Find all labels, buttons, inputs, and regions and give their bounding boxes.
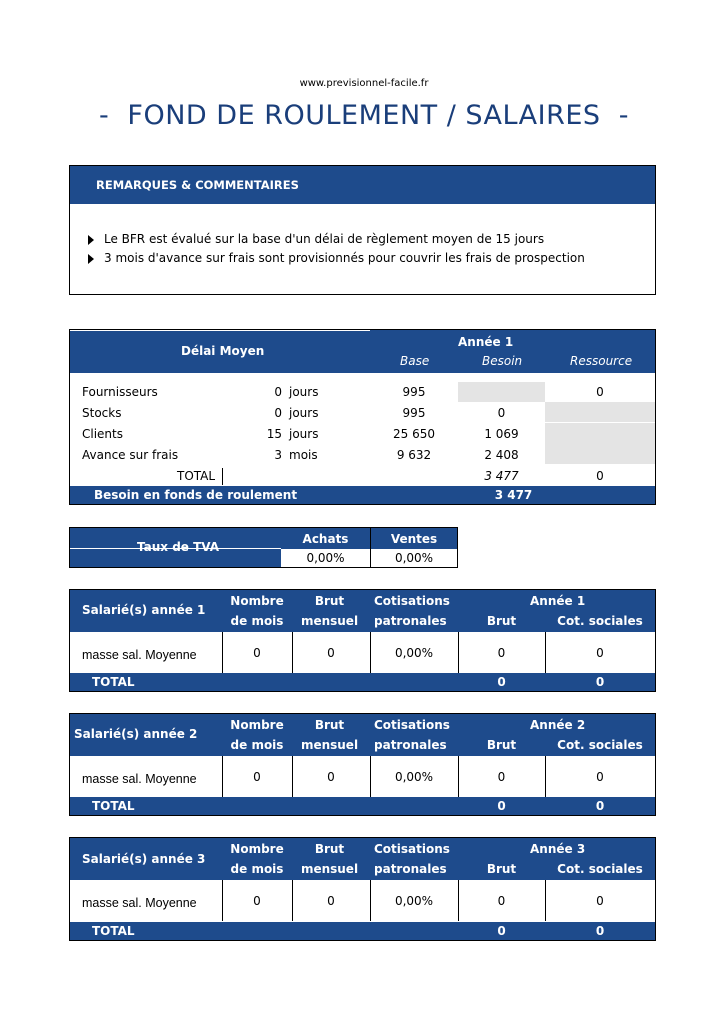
col-cot-sociales: Cot. sociales xyxy=(557,862,643,876)
total-divider xyxy=(222,468,223,485)
col-nombre: Nombre xyxy=(230,842,284,856)
bfr-label: Besoin en fonds de roulement xyxy=(94,488,298,502)
tva-table xyxy=(69,527,458,568)
brut-value: 0 xyxy=(327,894,335,908)
col-base: Base xyxy=(400,354,430,368)
row-label: masse sal. Moyenne xyxy=(82,648,197,662)
year-label: Année 1 xyxy=(530,594,586,608)
brut-value: 0 xyxy=(327,770,335,784)
delai-moyen-label: Délai Moyen xyxy=(181,344,265,358)
total-label: TOTAL xyxy=(177,469,216,483)
bfr-header xyxy=(70,330,655,373)
row-label: masse sal. Moyenne xyxy=(82,772,197,786)
table-row xyxy=(70,385,655,405)
row-base: 9 632 xyxy=(396,448,432,462)
total-besoin: 3 477 xyxy=(484,469,519,483)
salary-label: Salarié(s) année 1 xyxy=(82,603,206,617)
col-mensuel: mensuel xyxy=(300,862,359,876)
cot-value: 0 xyxy=(596,646,604,660)
total-row xyxy=(70,797,655,815)
col-brut-annee: Brut xyxy=(486,614,517,628)
website-url: www.previsionnel-facile.fr xyxy=(299,78,429,89)
total-label: TOTAL xyxy=(92,675,135,689)
row-ressource: 0 xyxy=(596,385,604,399)
total-row xyxy=(70,922,655,940)
row-label: masse sal. Moyenne xyxy=(82,896,197,910)
tva-label: Taux de TVA xyxy=(137,540,220,554)
year-label: Année 3 xyxy=(530,842,586,856)
cotisations-value: 0,00% xyxy=(394,646,434,660)
cot-value: 0 xyxy=(596,770,604,784)
row-delai: 0 xyxy=(274,385,282,399)
bfr-footer xyxy=(70,486,655,504)
total-label: TOTAL xyxy=(92,924,135,938)
col-de-mois: de mois xyxy=(230,614,284,628)
total-row xyxy=(70,468,655,487)
row-label: Avance sur frais xyxy=(82,448,179,462)
total-cot: 0 xyxy=(595,675,605,689)
remark-item: 3 mois d'avance sur frais sont provisionnés pour couvrir les frais de prospection xyxy=(88,249,585,268)
col-cotisations: Cotisations xyxy=(374,594,450,608)
ventes-label: Ventes xyxy=(390,532,438,546)
col-brut: Brut xyxy=(314,718,345,732)
nombre-value: 0 xyxy=(253,646,261,660)
bullet-arrow-icon xyxy=(88,254,94,264)
brut-value: 0 xyxy=(327,646,335,660)
page-title: - FOND DE ROULEMENT / SALAIRES - xyxy=(99,100,629,131)
year-label: Année 2 xyxy=(530,718,586,732)
col-ressource: Ressource xyxy=(570,354,633,368)
salary-label: Salarié(s) année 3 xyxy=(82,852,206,866)
col-mensuel: mensuel xyxy=(300,738,359,752)
col-cot-sociales: Cot. sociales xyxy=(557,614,643,628)
bfr-value: 3 477 xyxy=(494,488,533,502)
remarks-heading: REMARQUES & COMMENTAIRES xyxy=(96,178,299,192)
salary-table-year-3 xyxy=(69,837,656,941)
bfr-table xyxy=(69,329,656,505)
row-delai: 3 xyxy=(274,448,282,462)
row-besoin: 2 408 xyxy=(484,448,519,462)
total-brut: 0 xyxy=(497,675,506,689)
row-label: Fournisseurs xyxy=(82,385,158,399)
row-unit: jours xyxy=(289,385,319,399)
total-ressource: 0 xyxy=(596,469,604,483)
nombre-value: 0 xyxy=(253,894,261,908)
brut-annee-value: 0 xyxy=(497,770,506,784)
remark-item: Le BFR est évalué sur la base d'un délai de règlement moyen de 15 jours xyxy=(88,230,585,249)
total-brut: 0 xyxy=(497,924,506,938)
col-cotisations: Cotisations xyxy=(374,718,450,732)
salary-table-year-1 xyxy=(69,589,656,692)
cot-value: 0 xyxy=(596,894,604,908)
brut-annee-value: 0 xyxy=(497,894,506,908)
col-patronales: patronales xyxy=(374,738,447,752)
total-brut: 0 xyxy=(497,799,506,813)
col-de-mois: de mois xyxy=(230,862,284,876)
row-delai: 0 xyxy=(274,406,282,420)
table-row xyxy=(70,632,655,673)
row-base: 995 xyxy=(402,406,426,420)
col-patronales: patronales xyxy=(374,862,447,876)
brut-annee-value: 0 xyxy=(497,646,506,660)
salary-table-year-2 xyxy=(69,713,656,816)
col-brut-annee: Brut xyxy=(486,738,517,752)
header-divider xyxy=(70,330,370,331)
row-unit: mois xyxy=(289,448,318,462)
row-delai: 15 xyxy=(266,427,282,441)
salary-label: Salarié(s) année 2 xyxy=(74,727,198,741)
bullet-arrow-icon xyxy=(88,235,94,245)
col-brut: Brut xyxy=(314,842,345,856)
achats-value: 0,00% xyxy=(306,551,345,565)
total-cot: 0 xyxy=(595,924,605,938)
row-unit: jours xyxy=(289,406,319,420)
year-label: Année 1 xyxy=(458,335,514,349)
total-label: TOTAL xyxy=(92,799,135,813)
row-besoin: 0 xyxy=(497,406,506,420)
col-besoin: Besoin xyxy=(482,354,523,368)
col-nombre: Nombre xyxy=(230,718,284,732)
table-row xyxy=(70,427,655,447)
col-patronales: patronales xyxy=(374,614,447,628)
col-de-mois: de mois xyxy=(230,738,284,752)
row-label: Stocks xyxy=(82,406,122,420)
row-besoin: 1 069 xyxy=(484,427,519,441)
total-cot: 0 xyxy=(595,799,605,813)
table-row xyxy=(70,880,655,921)
table-row xyxy=(70,406,655,426)
row-unit: jours xyxy=(289,427,319,441)
remarks-header xyxy=(70,166,655,204)
row-label: Clients xyxy=(82,427,123,441)
nombre-value: 0 xyxy=(253,770,261,784)
table-row xyxy=(70,756,655,797)
total-row xyxy=(70,673,655,691)
col-nombre: Nombre xyxy=(230,594,284,608)
cotisations-value: 0,00% xyxy=(394,770,434,784)
achats-label: Achats xyxy=(302,532,349,546)
col-brut: Brut xyxy=(314,594,345,608)
col-cot-sociales: Cot. sociales xyxy=(557,738,643,752)
row-base: 995 xyxy=(402,385,426,399)
cotisations-value: 0,00% xyxy=(394,894,434,908)
row-base: 25 650 xyxy=(393,427,435,441)
remarks-list xyxy=(88,230,585,268)
col-cotisations: Cotisations xyxy=(374,842,450,856)
col-brut-annee: Brut xyxy=(486,862,517,876)
ventes-value: 0,00% xyxy=(394,551,434,565)
remarks-panel xyxy=(69,165,656,295)
table-row xyxy=(70,448,655,468)
col-mensuel: mensuel xyxy=(300,614,359,628)
